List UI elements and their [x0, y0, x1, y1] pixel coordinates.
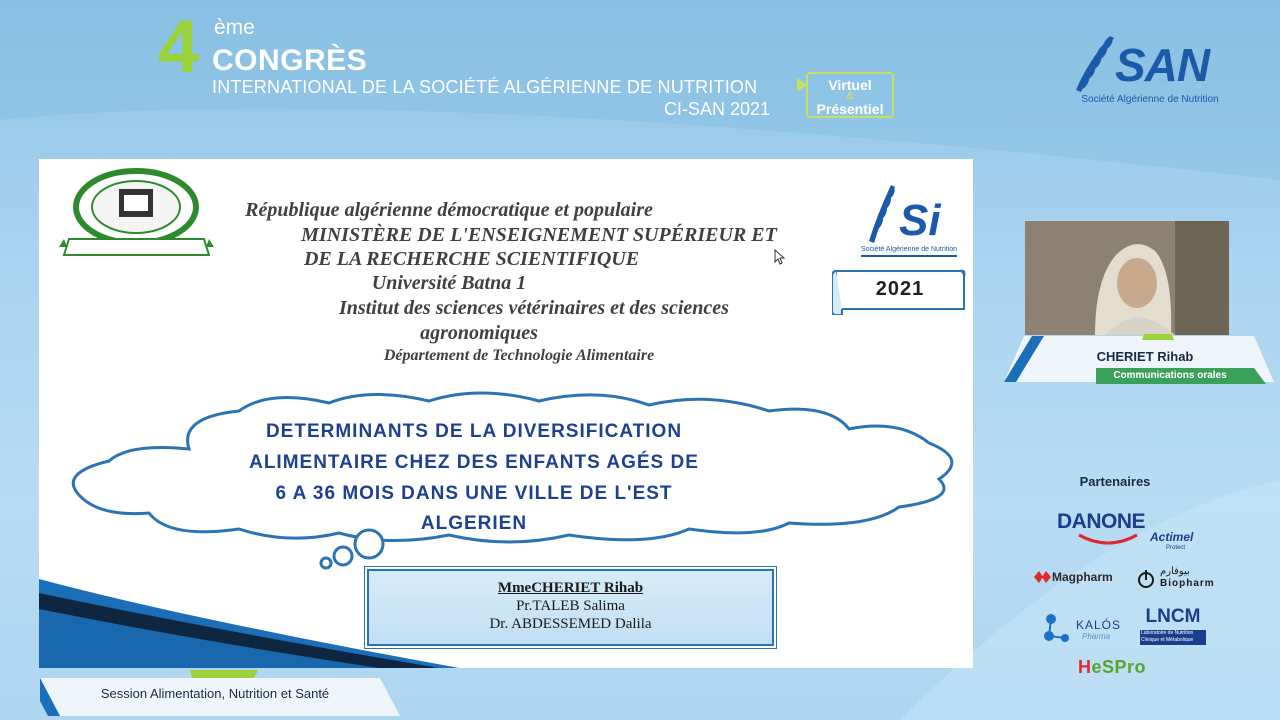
- slide-title-line-4: ALGERIEN: [420, 513, 528, 534]
- magpharm-logo: Magpharm: [1052, 570, 1113, 584]
- lncm-logo: LNCM: [1145, 606, 1201, 627]
- slide-title-line-2: ALIMENTAIRE CHEZ DES ENFANTS AGÉS DE: [249, 452, 699, 473]
- congress-edition: CI-SAN 2021: [663, 99, 770, 119]
- speaker-silhouette-icon: [1025, 221, 1229, 335]
- partners-title: Partenaires: [1079, 474, 1151, 489]
- mode-ampersand: &: [846, 91, 854, 102]
- kalos-logo: KALÓS: [1076, 618, 1122, 632]
- kalos-molecule-icon: [1043, 612, 1073, 644]
- biopharm-logo: Biopharm: [1160, 578, 1215, 589]
- congress-title: CONGRÈS: [212, 44, 368, 77]
- mouse-cursor-icon: [774, 249, 786, 265]
- author-3: Dr. ABDESSEMED Dalila: [489, 616, 652, 632]
- author-2: Pr.TALEB Salima: [516, 598, 625, 614]
- san-logo-subtitle: Société Algérienne de Nutrition: [1081, 94, 1219, 105]
- san-logo-text: SAN: [1115, 39, 1210, 91]
- danone-smile-icon: [1077, 533, 1139, 545]
- slide-line-department: Département de Technologie Alimentaire: [383, 347, 655, 364]
- title-cloud-shape: [69, 389, 959, 574]
- hespro-logo-h: H: [1078, 657, 1092, 677]
- slide-line-institute: Institut des sciences vétérinaires et des sciences: [339, 297, 729, 319]
- biopharm-arabic-logo: بيوفارم: [1160, 566, 1190, 577]
- slide-corner-swoosh: [39, 579, 459, 668]
- lncm-subtitle: Laboratoire de Nutrition Clinique et Métabolique: [1141, 630, 1194, 643]
- actimel-subtitle: Protect: [1166, 545, 1186, 551]
- mode-badge: [806, 72, 894, 118]
- slide-line-ministry: MINISTÈRE DE L'ENSEIGNEMENT SUPÉRIEUR ET: [301, 224, 777, 246]
- mode-virtual: Virtuel: [828, 77, 872, 93]
- presentation-slide: [39, 159, 973, 668]
- danone-logo: DANONE: [1057, 510, 1146, 533]
- slide-line-research: DE LA RECHERCHE SCIENTIFIQUE: [303, 248, 640, 270]
- slide-title-line-3: 6 A 36 MOIS DANS UNE VILLE DE L'EST: [275, 483, 673, 504]
- slide-line-agronomic: agronomiques: [420, 322, 538, 344]
- speaker-name: CHERIET Rihab: [1096, 349, 1194, 364]
- si-logo-subtitle: Société Algérienne de Nutrition: [860, 246, 958, 253]
- session-label: Session Alimentation, Nutrition et Santé: [100, 686, 330, 701]
- biopharm-icon: [1136, 568, 1156, 588]
- author-1: MmeCHERIET Rihab: [497, 580, 644, 596]
- magpharm-icon: [1034, 570, 1051, 584]
- congress-number: 4: [158, 5, 200, 88]
- congress-subtitle: INTERNATIONAL DE LA SOCIÉTÉ ALGÉRIENNE DE NUTRITION: [212, 77, 758, 97]
- actimel-logo: Actimel: [1150, 530, 1194, 544]
- svg-text:Si: Si: [899, 196, 941, 245]
- speaker-role: Communications orales: [1113, 370, 1227, 381]
- slide-line-republic: République algérienne démocratique et populaire: [245, 199, 653, 221]
- slide-year: 2021: [875, 278, 925, 300]
- slide-line-university: Université Batna 1: [371, 272, 527, 294]
- kalos-subtitle: Pharma: [1082, 632, 1111, 641]
- hespro-logo: [1078, 657, 1146, 678]
- slide-title-line-1: DETERMINANTS DE LA DIVERSIFICATION: [265, 421, 683, 442]
- hespro-logo-rest: eSPro: [1091, 657, 1147, 677]
- speaker-webcam-video: [1025, 221, 1229, 335]
- congress-superscript: ème: [214, 16, 255, 39]
- mode-onsite: Présentiel: [816, 101, 884, 117]
